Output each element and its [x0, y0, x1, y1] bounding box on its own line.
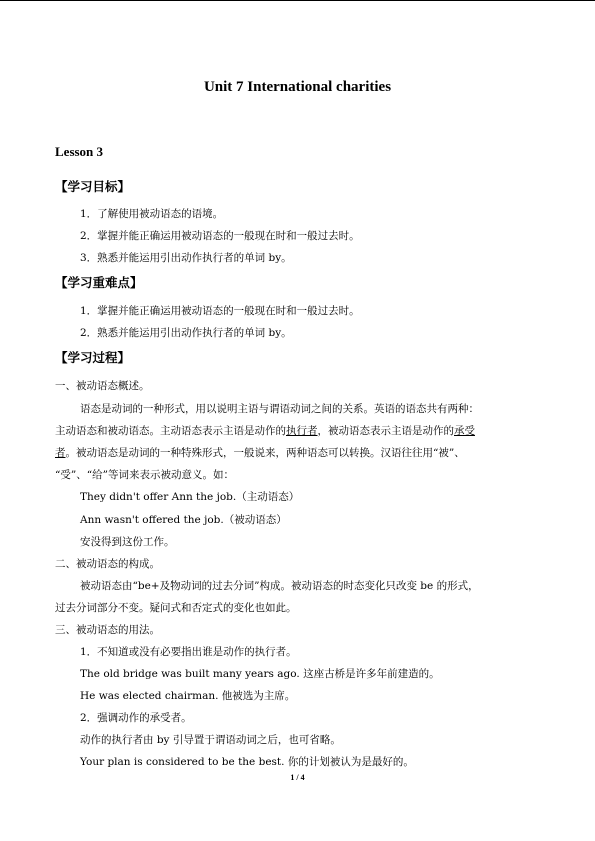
text-span: 主动语态和被动语态。主动语态表示主语是动作的: [55, 425, 286, 437]
text-span: 。被动语态是动词的一种特殊形式，一般说来，两种语态可以转换。汉语往往用“被”、: [65, 447, 465, 459]
underlined-term: 者: [55, 447, 66, 459]
usage-item: 2．强调动作的承受者。: [80, 712, 192, 724]
paragraph-line: [55, 424, 545, 438]
example-translation: 安没得到这份工作。: [80, 536, 175, 548]
key-points-heading: 【学习重难点】: [55, 275, 143, 290]
example-sentence: They didn't offer Ann the job.（主动语态）: [80, 491, 300, 503]
section-1-title: 一、被动语态概述。: [55, 380, 150, 392]
goals-heading: 【学习目标】: [55, 179, 131, 194]
example-sentence: Ann wasn't offered the job.（被动语态）: [80, 514, 287, 526]
page-number: 1 / 4: [290, 773, 305, 782]
page-title: Unit 7 International charities: [203, 79, 392, 95]
top-rule: [0, 0, 595, 1]
underlined-term: 承受: [454, 425, 475, 437]
goal-item: 3．熟悉并能运用引出动作执行者的单词 by。: [80, 252, 292, 264]
paragraph-line: [55, 446, 545, 460]
section-3-title: 三、被动语态的用法。: [55, 624, 160, 636]
goal-item: 2．掌握并能正确运用被动语态的一般现在时和一般过去时。: [80, 230, 360, 242]
paragraph-line: 过去分词部分不变。疑问式和否定式的变化也如此。: [55, 602, 297, 614]
example-sentence: The old bridge was built many years ago. 这座古桥是许多年前建造的。: [80, 668, 440, 680]
paragraph-line: “受”、“给”等词来表示被动意义。如：: [55, 469, 234, 481]
key-point-item: 1．掌握并能正确运用被动语态的一般现在时和一般过去时。: [80, 305, 360, 317]
section-2-title: 二、被动语态的构成。: [55, 558, 160, 570]
paragraph-line: 语态是动词的一种形式，用以说明主语与谓语动词之间的关系。英语的语态共有两种：: [80, 403, 479, 415]
text-span: ，被动语态表示主语是动作的: [317, 425, 454, 437]
paragraph-line: 动作的执行者由 by 引导置于谓语动词之后，也可省略。: [80, 734, 341, 746]
lesson-heading: Lesson 3: [55, 144, 104, 159]
process-heading: 【学习过程】: [55, 350, 131, 365]
goal-item: 1．了解使用被动语态的语境。: [80, 208, 224, 220]
usage-item: 1．不知道或没有必要指出谁是动作的执行者。: [80, 646, 297, 658]
key-point-item: 2．熟悉并能运用引出动作执行者的单词 by。: [80, 327, 292, 339]
example-sentence: He was elected chairman. 他被选为主席。: [80, 690, 296, 702]
paragraph-line: 被动语态由“be+及物动词的过去分词”构成。被动语态的时态变化只改变 be 的形式，: [80, 580, 479, 592]
example-sentence: Your plan is considered to be the best. 你的计划被认为是最好的。: [80, 756, 414, 768]
underlined-term: 执行者: [286, 425, 318, 437]
